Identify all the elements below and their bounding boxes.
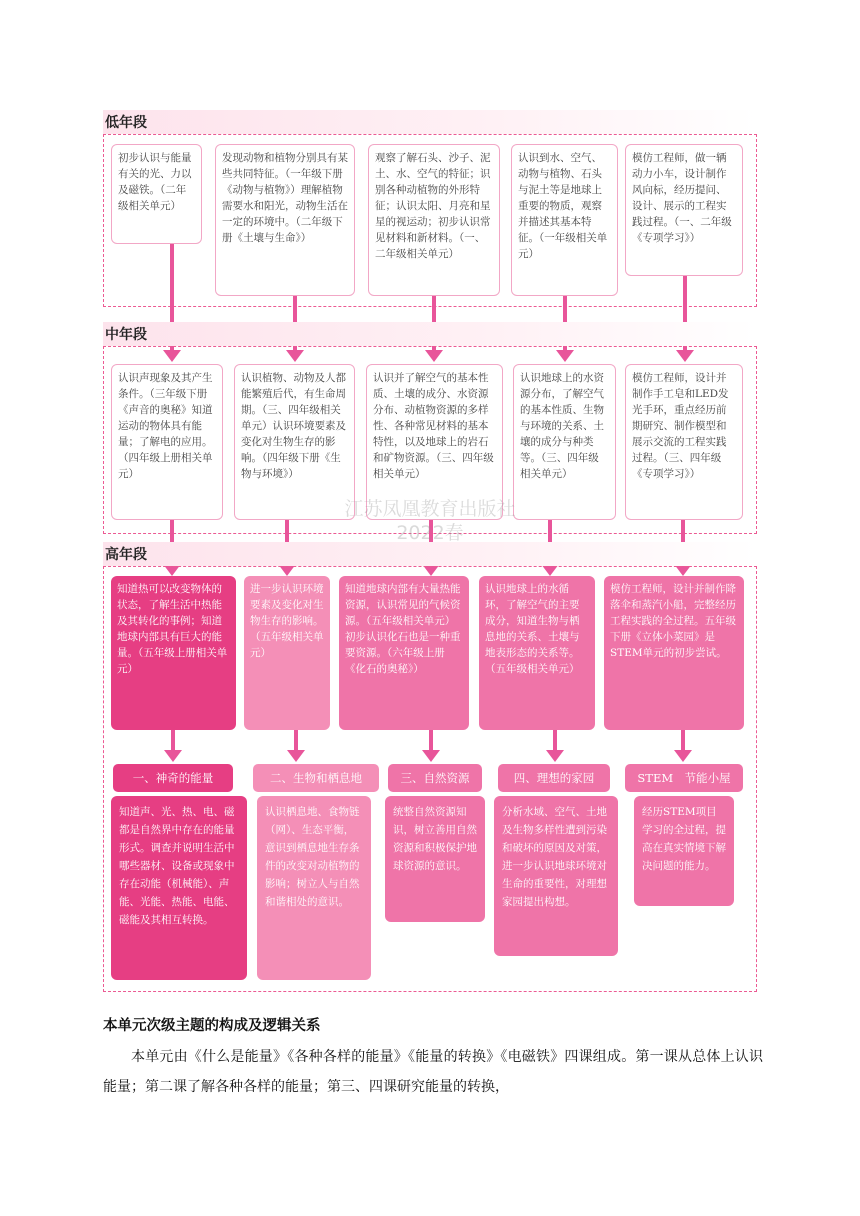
unit-label-2: 二、生物和栖息地 [253,764,379,792]
high-card-4: 认识地球上的水循环，了解空气的主要成分，知道生物与栖息地的关系、土壤与地表形态的关系等。（五年级相关单元） [479,576,595,730]
arrow-high-to-unit-2 [286,730,306,762]
mid-card-2: 认识植物、动物及人都能繁殖后代，有生命周期。（三、四年级相关单元）认识环境要素及变化对生物生存的影响。（四年级下册《生物与环境》） [234,364,355,520]
section-heading: 本单元次级主题的构成及逻辑关系 [103,1018,321,1034]
high-grade-band [103,542,757,566]
arrow-high-to-unit-1 [163,730,183,762]
arrow-high-to-unit-5 [673,730,693,762]
unit-label-3: 三、自然资源 [388,764,482,792]
high-card-3: 知道地球内部有大量热能资源，认识常见的气候资源。（五年级相关单元）初步认识化石也是一种重要资源。（六年级上册《化石的奥秘》） [339,576,469,730]
unit-detail-2: 认识栖息地、食物链（网）、生态平衡，意识到栖息地生存条件的改变对动植物的影响；树立人与自然和谐相处的意识。 [257,796,371,980]
low-card-3: 观察了解石头、沙子、泥土、水、空气的特征；识别各种动植物的外形特征；认识太阳、月亮和星星的视运动；初步认识常见材料和新材料。（一、二年级相关单元） [368,144,500,296]
mid-card-1: 认识声现象及其产生条件。（三年级下册《声音的奥秘》知道运动的物体具有能量；了解电的应用。（四年级上册相关单元） [111,364,223,520]
low-card-4: 认识到水、空气、动物与植物、石头与泥土等是地球上重要的物质，观察并描述其基本特征。（一年级相关单元） [511,144,618,296]
mid-grade-title: 中年段 [105,327,147,343]
unit-label-5: STEM 节能小屋 [625,764,743,792]
arrow-high-to-unit-4 [545,730,565,762]
mid-card-4: 认识地球上的水资源分布，了解空气的基本性质、生物与环境的关系、土壤的成分与种类等。（三、四年级相关单元） [513,364,616,520]
unit-detail-5: 经历STEM项目学习的全过程，提高在真实情境下解决问题的能力。 [634,796,734,906]
low-card-2: 发现动物和植物分别具有某些共同特征。（一年级下册《动物与植物》）理解植物需要水和阳光，动物生活在一定的环境中。（二年级下册《土壤与生命》） [215,144,355,296]
high-card-2: 进一步认识环境要素及变化对生物生存的影响。（五年级相关单元） [244,576,330,730]
low-grade-band [103,110,757,134]
low-card-1: 初步认识与能量有关的光、力以及磁铁。（二年级相关单元） [111,144,202,244]
mid-grade-band [103,322,757,346]
low-card-5: 模仿工程师，做一辆动力小车，设计制作风向标，经历提问、设计、展示的工程实践过程。（一、二年级《专项学习》） [625,144,743,276]
high-card-1: 知道热可以改变物体的状态，了解生活中热能及其转化的事例；知道地球内部具有巨大的能量。（五年级上册相关单元） [111,576,236,730]
unit-label-1: 一、神奇的能量 [113,764,233,792]
mid-card-5: 模仿工程师，设计并制作手工皂和LED发光手环，重点经历前期研究、制作模型和展示交流的工程实践过程。（三、四年级《专项学习》） [625,364,743,520]
high-grade-title: 高年段 [105,547,147,563]
watermark-line-2: 2022春 [396,522,464,544]
unit-detail-4: 分析水域、空气、土地及生物多样性遭到污染和破坏的原因及对策，进一步认识地球环境对生命的重要性，对理想家园提出构想。 [494,796,618,956]
unit-label-4: 四、理想的家园 [498,764,610,792]
unit-detail-3: 统整自然资源知识，树立善用自然资源和积极保护地球资源的意识。 [385,796,485,922]
unit-detail-1: 知道声、光、热、电、磁都是自然界中存在的能量形式。调查并说明生活中哪些器材、设备或现象中存在动能（机械能）、声能、光能、热能、电能、磁能及其相互转换。 [111,796,247,980]
body-paragraph: 本单元由《什么是能量》《各种各样的能量》《能量的转换》《电磁铁》四课组成。第一课从总体上认识能量；第二课了解各种各样的能量；第三、四课研究能量的转换， [103,1049,763,1095]
arrow-high-to-unit-3 [421,730,441,762]
high-card-5: 模仿工程师，设计并制作降落伞和蒸汽小船，完整经历工程实践的全过程。五年级下册《立体小菜园》是STEM单元的初步尝试。 [604,576,744,730]
low-grade-title: 低年段 [105,115,147,131]
watermark-line-1: 江苏凤凰教育出版社 [344,498,516,520]
mid-card-3: 认识并了解空气的基本性质、土壤的成分、水资源分布、动植物资源的多样性、各种常见材料的基本特性，以及地球上的岩石和矿物资源。（三、四年级相关单元） [366,364,503,520]
unit-structure-figure [103,110,757,992]
